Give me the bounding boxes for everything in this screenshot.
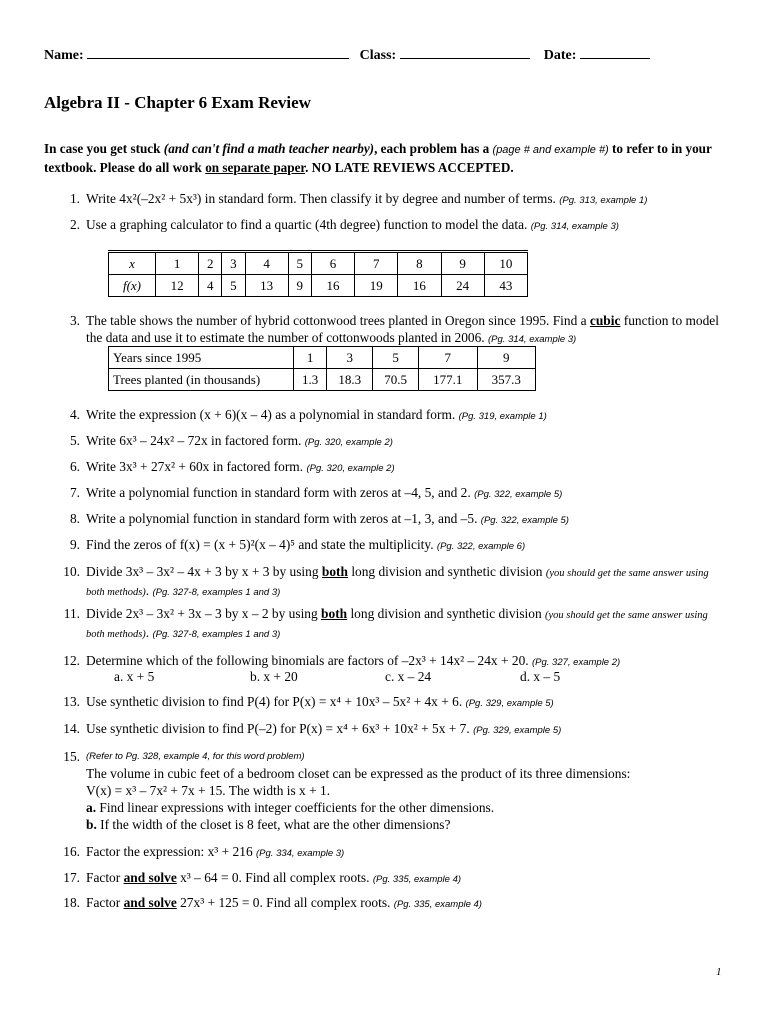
textbook-reference: (Pg. 320, example 2) [306,463,395,474]
textbook-reference: (Pg. 334, example 3) [256,848,345,859]
textbook-reference: (Pg. 319, example 1) [458,411,547,422]
intro-part2: (and can't find a math teacher nearby) [163,141,375,156]
table-cell: 1.3 [294,369,327,391]
question-text-line2: V(x) = x³ – 7x² + 7x + 15. The width is x + 1. [86,783,331,798]
name-label: Name: [44,48,84,63]
intro-part3: , each problem has a [374,141,493,156]
table-cell: 10 [484,252,527,275]
question-text-cont: x³ – 64 = 0. Find all complex roots. [176,870,370,885]
student-header [44,46,650,64]
table-cell: 13 [245,275,288,297]
question-14 [63,720,726,739]
question-emphasis: both [321,564,348,579]
question-number: 9. [69,537,80,552]
class-label: Class: [359,48,397,63]
question-number: 16. [63,844,80,859]
table-cell: x [109,252,156,275]
question-text: Factor [86,870,124,885]
question-15 [63,748,726,833]
table-cell: 5 [373,347,419,369]
table-cell: 6 [311,252,354,275]
question-8 [69,510,726,529]
question-number: 14. [63,721,80,736]
question-16 [63,843,726,862]
table-cell: 7 [355,252,398,275]
question-text: Use a graphing calculator to find a quartic (4th degree) function to model the data. [86,217,528,232]
question-number: 3. [69,313,80,328]
page-number: 1 [716,966,722,978]
textbook-reference: (Pg. 327-8, examples 1 and 3) [152,629,281,640]
table-cell: 177.1 [419,369,477,391]
question-note: (you should get the same answer using both methods) [86,568,709,598]
data-table-cottonwood [108,346,536,391]
textbook-reference: (Pg. 313, example 1) [559,195,648,206]
table-row [109,252,528,275]
table-row [109,347,536,369]
table-cell: Years since 1995 [109,347,294,369]
table-cell: 43 [484,275,527,297]
intro-part7: . NO LATE REVIEWS ACCEPTED. [305,160,514,175]
question-7 [69,484,726,503]
question-text-cont: long division and synthetic division [347,564,546,579]
table-cell: 70.5 [373,369,419,391]
table-cell: 7 [419,347,477,369]
question-text: Find the zeros of f(x) = (x + 5)²(x – 4)⁵ and state the multiplicity. [86,537,434,552]
question-number: 11. [63,606,80,621]
question-text: Factor [86,895,124,910]
page-title: Algebra II - Chapter 6 Exam Review [44,93,311,112]
part-b: b. If the width of the closet is 8 feet, what are the other dimensions? [86,817,451,832]
table-cell: 8 [398,252,441,275]
table-cell: 3 [222,252,245,275]
question-text: Use synthetic division to find P(4) for P(x) = x⁴ + 10x³ – 5x² + 4x + 6. [86,694,463,709]
table-cell: 24 [441,275,484,297]
question-number: 8. [69,511,80,526]
question-text-cont: long division and synthetic division [347,606,545,621]
question-11: 11. Divide 2x³ – 3x² + 3x – 3 by x – 2 by using both long division and synthetic division (you should get the same answer using both methods). (Pg. 327-8, examples 1 and 3) [86,605,726,643]
table-cell: 9 [477,347,535,369]
question-text: The table shows the number of hybrid cottonwood trees planted in Oregon since 1995. Find a [86,313,590,328]
table-cell: 16 [398,275,441,297]
textbook-reference: (Pg. 320, example 2) [304,437,393,448]
question-text-line1: The volume in cubic feet of a bedroom closet can be expressed as the product of its three dimensions: [86,766,631,781]
question-1 [69,190,726,209]
question-text: Factor the expression: x³ + 216 [86,844,253,859]
table-cell: 5 [222,275,245,297]
question-number: 17. [63,870,80,885]
question-emphasis: and solve [123,870,177,885]
question-text: Write a polynomial function in standard form with zeros at –1, 3, and –5. [86,511,478,526]
intro-part5: to refer to in your textbook. Please do all work [44,141,712,175]
textbook-reference: (Pg. 327, example 2) [531,657,621,668]
question-text: Divide 2x³ – 3x² + 3x – 3 by x – 2 by using [86,606,322,621]
question-emphasis: and solve [123,895,177,910]
question-text: Write 4x²(–2x² + 5x³) in standard form. Then classify it by degree and number of terms. [86,191,556,206]
table-row [109,369,536,391]
intro-part6: on separate paper [205,160,306,175]
choice-d: d. x – 5 [520,669,561,684]
date-label: Date: [543,48,577,63]
choice-c: c. x – 24 [385,669,432,684]
textbook-reference: (Pg. 314, example 3) [530,221,619,232]
question-emphasis: both [321,606,348,621]
question-text: Use synthetic division to find P(–2) for P(x) = x⁴ + 6x³ + 10x² + 5x + 7. [86,721,470,736]
textbook-reference: (Pg. 322, example 6) [436,541,526,552]
question-number: 6. [69,459,80,474]
textbook-reference: (Refer to Pg. 328, example 4, for this word problem) [86,751,305,762]
question-text: Write 6x³ – 24x² – 72x in factored form. [86,433,302,448]
table-cell: f(x) [109,275,156,297]
question-9 [69,536,726,555]
table-cell: 9 [288,275,311,297]
textbook-reference: (Pg. 322, example 5) [480,515,569,526]
question-emphasis: cubic [589,313,621,328]
table-cell: 12 [156,275,199,297]
question-number: 13. [63,694,80,709]
question-text-cont: function to model the data and use it to estimate the number of cottonwoods planted in 2006. [86,313,719,345]
table-row [109,275,528,297]
question-5 [69,432,726,451]
textbook-reference: (Pg. 314, example 3) [488,334,577,345]
textbook-reference: (Pg. 329, example 5) [473,725,562,736]
table-cell: 19 [355,275,398,297]
question-13 [63,693,726,712]
textbook-reference: (Pg. 335, example 4) [393,899,482,910]
question-number: 10. [63,564,80,579]
class-blank[interactable] [400,46,530,59]
question-text: Divide 3x³ – 3x² – 4x + 3 by x + 3 by using [86,564,322,579]
question-text: Write a polynomial function in standard form with zeros at –4, 5, and 2. [86,485,471,500]
table-cell: 357.3 [477,369,535,391]
question-17 [63,869,726,888]
table-cell: Trees planted (in thousands) [109,369,294,391]
choice-b: b. x + 20 [250,669,298,684]
table-cell: 16 [311,275,354,297]
table-cell: 1 [294,347,327,369]
question-number: 18. [63,895,80,910]
question-2 [69,216,726,235]
intro-part1: In case you get stuck [44,141,164,156]
part-a: a. Find linear expressions with integer coefficients for the other dimensions. [86,800,495,815]
table-cell: 2 [199,252,222,275]
intro-part4: (page # and example #) [492,144,609,156]
textbook-reference: (Pg. 335, example 4) [372,874,462,885]
question-text-cont: 27x³ + 125 = 0. Find all complex roots. [176,895,391,910]
question-text: Write the expression (x + 6)(x – 4) as a polynomial in standard form. [86,407,456,422]
table-cell: 5 [288,252,311,275]
table-cell: 1 [156,252,199,275]
table-cell: 9 [441,252,484,275]
question-3 [69,312,726,348]
question-number: 1. [69,191,80,206]
instructions [44,140,734,177]
table-cell: 4 [199,275,222,297]
choice-a: a. x + 5 [114,669,155,684]
question-number: 7. [69,485,80,500]
question-number: 15. [63,749,80,764]
textbook-reference: (Pg. 329, example 5) [465,698,554,709]
question-number: 5. [69,433,80,448]
question-18 [63,894,726,913]
table-cell: 4 [245,252,288,275]
data-table-quartic [108,250,528,297]
question-number: 2. [69,217,80,232]
question-4 [69,406,726,425]
question-text: Determine which of the following binomials are factors of –2x³ + 14x² – 24x + 20. [86,653,529,668]
date-blank[interactable] [580,46,650,59]
name-blank[interactable] [87,46,349,59]
textbook-reference: (Pg. 322, example 5) [474,489,563,500]
question-10: 10. Divide 3x³ – 3x² – 4x + 3 by x + 3 by using both long division and synthetic division (you should get the same answer using both methods). (Pg. 327-8, examples 1 and 3) [86,563,726,601]
question-number: 12. [63,653,80,668]
table-cell: 3 [327,347,373,369]
table-cell: 18.3 [327,369,373,391]
question-note: (you should get the same answer using both methods) [86,610,708,640]
question-number: 4. [69,407,80,422]
textbook-reference: (Pg. 327-8, examples 1 and 3) [152,587,281,598]
question-text: Write 3x³ + 27x² + 60x in factored form. [86,459,304,474]
question-6 [69,458,726,477]
